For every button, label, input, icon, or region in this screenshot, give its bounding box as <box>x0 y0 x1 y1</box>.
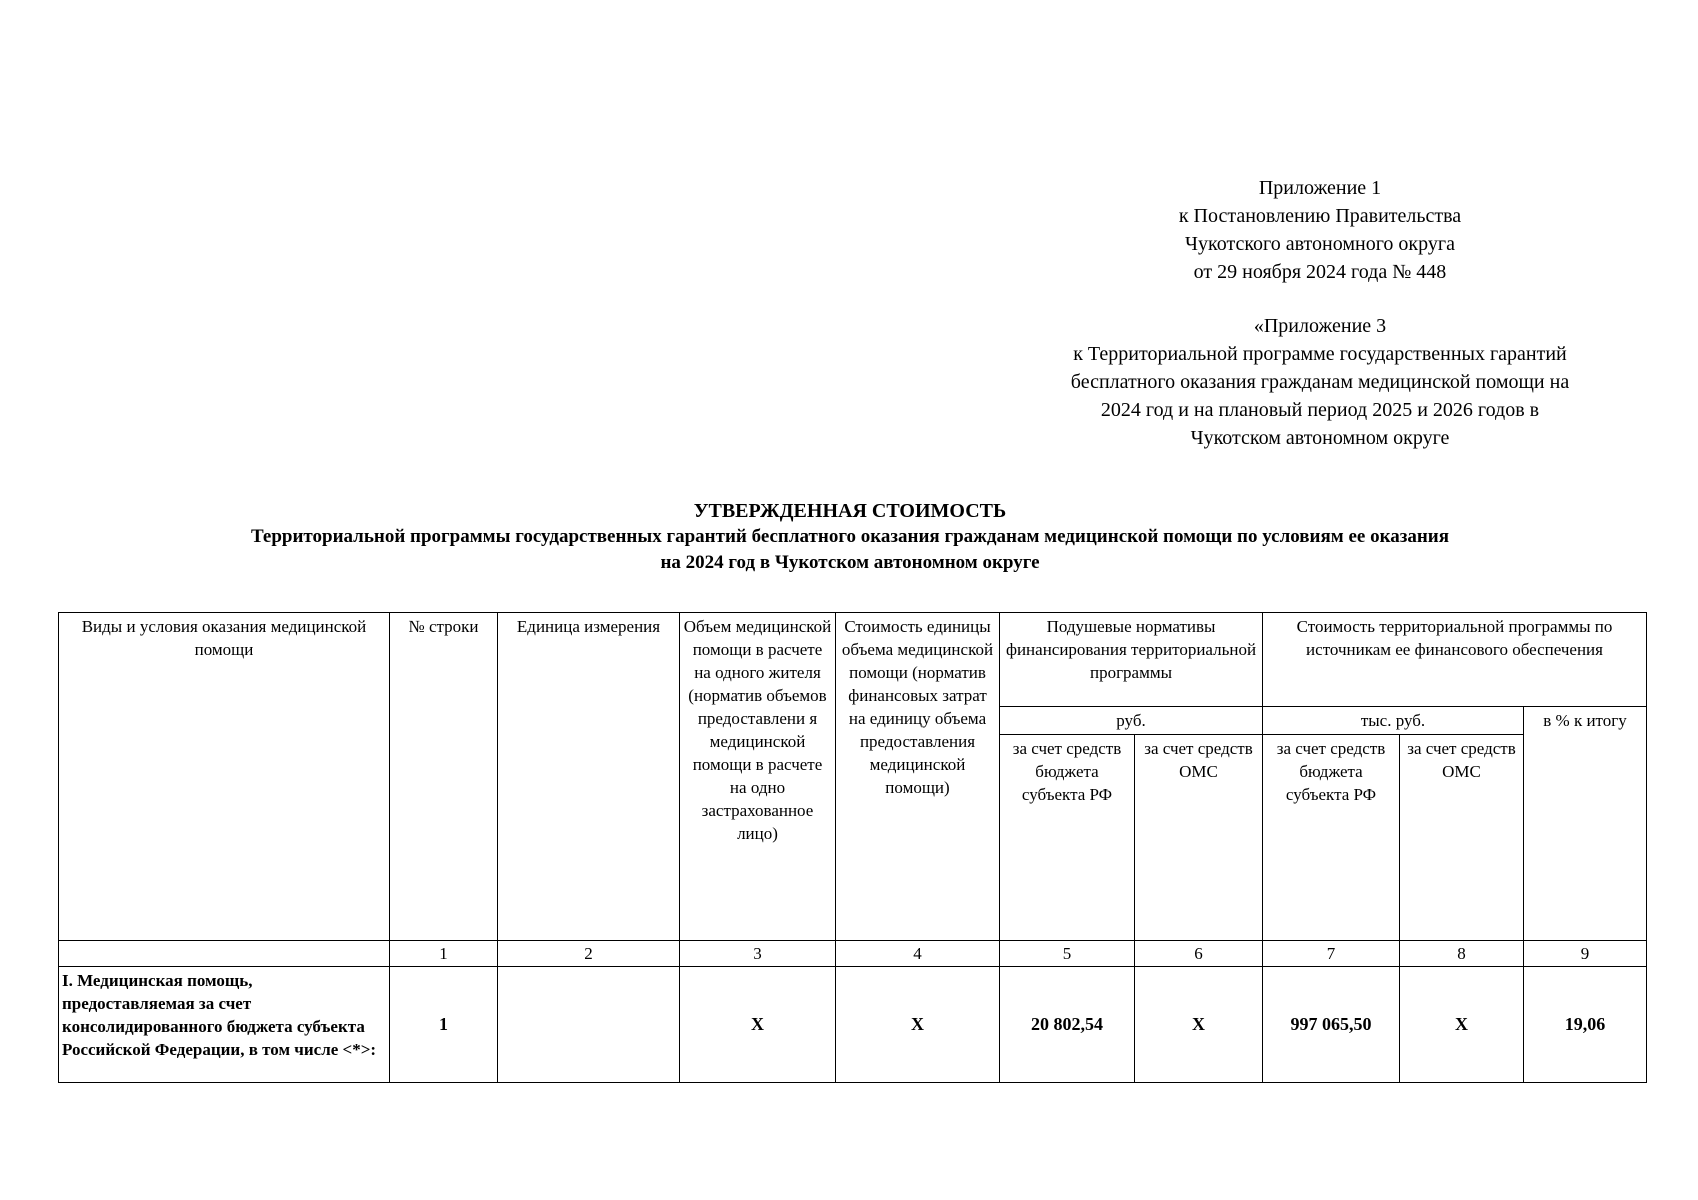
header-unit: Единица измерения <box>498 613 680 941</box>
appendix-1-line: Чукотского автономного округа <box>1185 233 1455 255</box>
header-cost-unit: Стоимость единицы объема медицинской помощи (норматив финансовых затрат на единицу объема предоставления медицинской помощи) <box>836 613 1000 941</box>
header-cost-oms: за счет средств ОМС <box>1400 735 1524 941</box>
title-line-1: Территориальной программы государственных гарантий бесплатного оказания гражданам медицинской помощи по условиям ее оказания <box>250 526 1450 547</box>
row-percent: 19,06 <box>1524 967 1647 1083</box>
column-number: 4 <box>836 941 1000 967</box>
column-number: 6 <box>1135 941 1263 967</box>
column-number: 8 <box>1400 941 1524 967</box>
row-cost-oms: Х <box>1400 967 1524 1083</box>
cost-table <box>58 612 1647 1083</box>
header-row-no: № строки <box>390 613 498 941</box>
header-thous-rub: тыс. руб. <box>1263 707 1524 735</box>
title-line-2: на 2024 год в Чукотском автономном округе <box>660 552 1040 573</box>
document-title <box>60 498 1640 576</box>
column-number: 9 <box>1524 941 1647 967</box>
appendix-3-line: к Территориальной программе государственных гарантий <box>1073 343 1567 365</box>
header-per-capita: Подушевые нормативы финансирования территориальной программы <box>1000 613 1263 707</box>
column-number: 1 <box>390 941 498 967</box>
column-number: 3 <box>680 941 836 967</box>
row-per-capita-budget: 20 802,54 <box>1000 967 1135 1083</box>
header-percent: в % к итогу <box>1524 707 1647 941</box>
row-cost-budget: 997 065,50 <box>1263 967 1400 1083</box>
header-types: Виды и условия оказания медицинской помощи <box>59 613 390 941</box>
row-name: I. Медицинская помощь, предоставляемая за счет консолидированного бюджета субъекта Российской Федерации, в том числе <*>: <box>59 967 390 1083</box>
row-volume: Х <box>680 967 836 1083</box>
table-row <box>59 967 1647 1083</box>
appendix-3-line: бесплатного оказания гражданам медицинской помощи на <box>1070 371 1570 393</box>
appendix-1-line: Приложение 1 <box>1258 177 1382 199</box>
header-cost-budget: за счет средств бюджета субъекта РФ <box>1263 735 1400 941</box>
header-per-capita-oms: за счет средств ОМС <box>1135 735 1263 941</box>
header-volume: Объем медицинской помощи в расчете на одного жителя (норматив объемов предоставлени я медицинской помощи в расчете на одно застрахованное лицо) <box>680 613 836 941</box>
row-cost-unit: Х <box>836 967 1000 1083</box>
appendix-3-line: Чукотском автономном округе <box>1190 427 1450 449</box>
appendix-1-line: от 29 ноября 2024 года № 448 <box>1193 261 1447 283</box>
appendix-3-header <box>990 312 1650 452</box>
column-number: 2 <box>498 941 680 967</box>
header-rub: руб. <box>1000 707 1263 735</box>
column-number: 5 <box>1000 941 1135 967</box>
appendix-1-line: к Постановлению Правительства <box>1178 205 1462 227</box>
row-per-capita-oms: Х <box>1135 967 1263 1083</box>
appendix-3-line: 2024 год и на плановый период 2025 и 2026 годов в <box>1100 399 1540 421</box>
title-main: УТВЕРЖДЕННАЯ СТОИМОСТЬ <box>693 500 1007 522</box>
appendix-1-header <box>1080 174 1560 286</box>
column-number-empty <box>59 941 390 967</box>
header-program-cost: Стоимость территориальной программы по источникам ее финансового обеспечения <box>1263 613 1647 707</box>
column-number: 7 <box>1263 941 1400 967</box>
row-unit <box>498 967 680 1083</box>
header-per-capita-budget: за счет средств бюджета субъекта РФ <box>1000 735 1135 941</box>
appendix-3-line: «Приложение 3 <box>1253 315 1387 337</box>
row-number: 1 <box>390 967 498 1083</box>
